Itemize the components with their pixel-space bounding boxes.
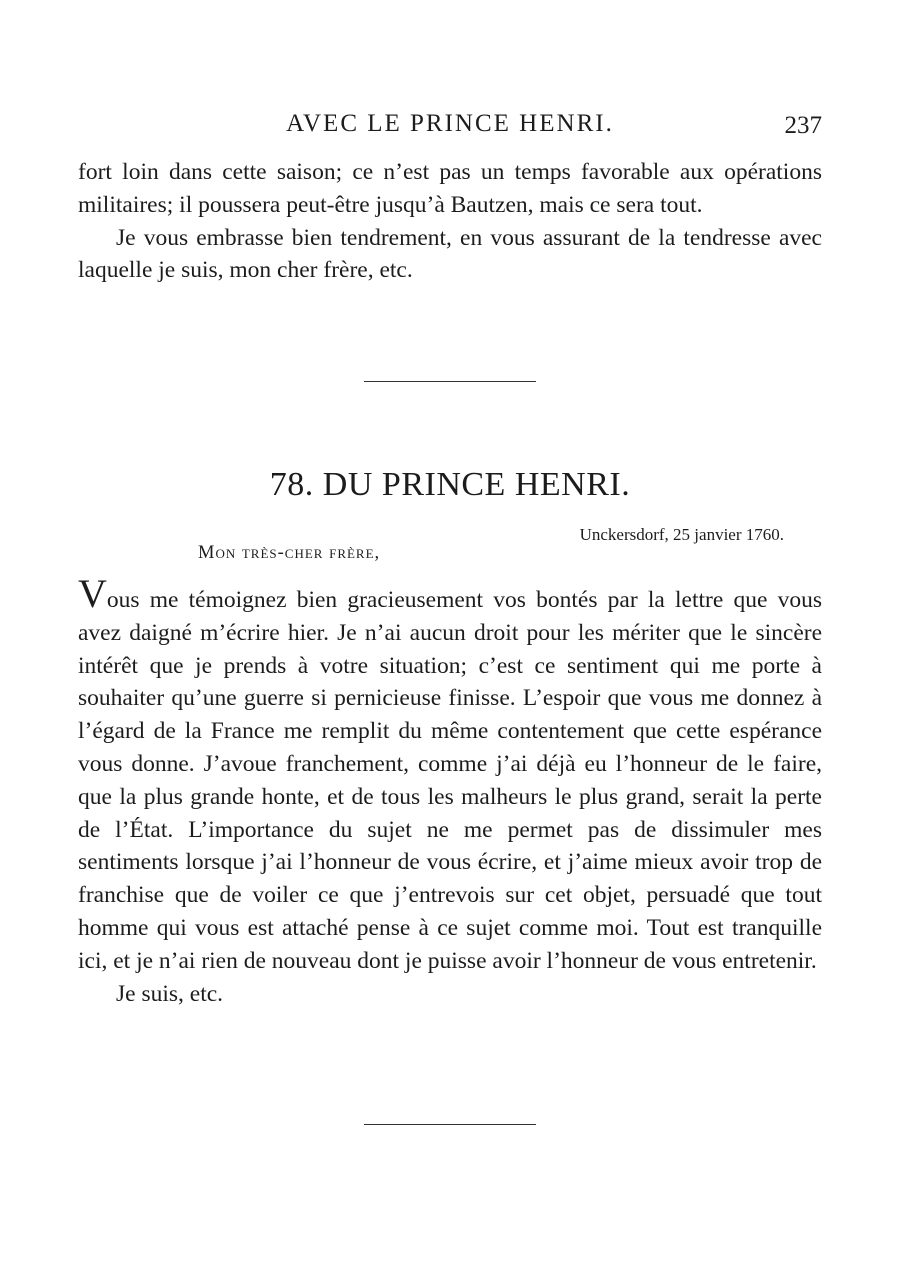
paragraph: Je vous embrasse bien tendrement, en vous assurant de la tendresse avec laquelle je suis, mon cher frère, etc.	[78, 224, 822, 284]
running-title: AVEC LE PRINCE HENRI.	[286, 110, 614, 137]
letter-body	[78, 571, 822, 1010]
drop-cap: V	[78, 571, 107, 616]
letter-body-text: ous me témoignez bien gracieusement vos bontés par la lettre que vous avez daigné m’écrire hier. Je n’ai aucun droit pour les mériter que le sincère intérêt que je prends à votre situation; c’est ce sentiment qui me porte à souhaiter qu’une guerre si pernicieuse finisse. L’espoir que vous me donnez à l’égard de la France me remplit du même contentement que cette espérance vous donne. J’avoue franchement, comme j’ai déjà eu l’honneur de le faire, que la plus grande honte, et de tous les malheurs le plus grand, serait la perte de l’État. L’importance du sujet ne me permet pas de dissimuler mes sentiments lorsque j’ai l’honneur de vous écrire, et j’aime mieux avoir trop de franchise que de voiler ce que j’entrevois sur cet objet, persuadé que tout homme qui vous est attaché pense à ce sujet comme moi. Tout est tranquille ici, et je n’ai rien de nouveau dont je puisse avoir l’honneur de vous entretenir.	[78, 587, 822, 974]
paragraph: fort loin dans cette saison; ce n’est pas un temps favorable aux opérations militaires; il poussera peut-être jusqu’à Bautzen, mais ce sera tout.	[78, 159, 822, 218]
running-header	[78, 110, 822, 142]
letter-salutation: Mon très-cher frère,	[198, 543, 381, 563]
paragraph	[78, 571, 822, 978]
letter-place-date: Unckersdorf, 25 janvier 1760.	[579, 525, 784, 544]
section-divider	[364, 381, 536, 382]
letter-closing: Je suis, etc.	[116, 980, 224, 1007]
previous-letter-ending	[78, 156, 822, 287]
letter-heading: 78. DU PRINCE HENRI.	[269, 466, 631, 503]
section-divider	[364, 1124, 536, 1125]
page-number: 237	[784, 112, 822, 139]
